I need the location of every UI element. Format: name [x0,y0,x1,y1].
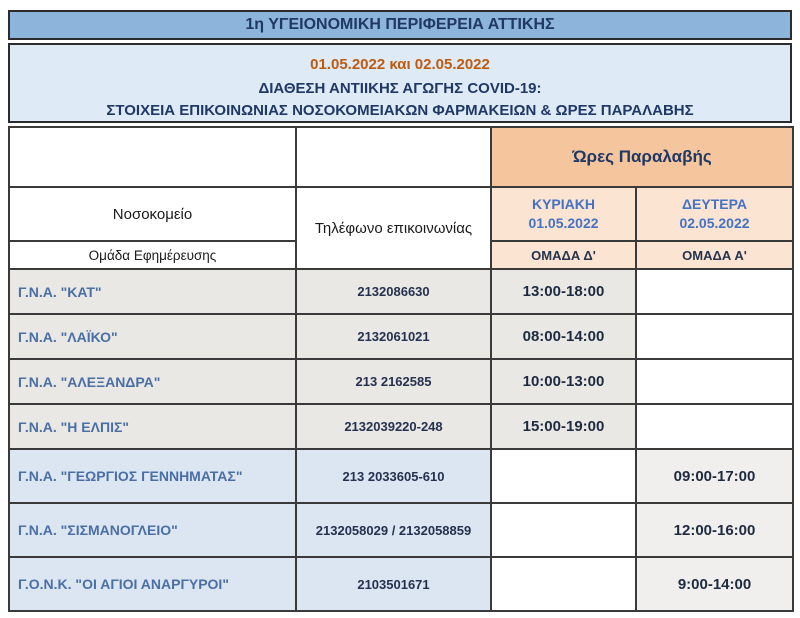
hospital-column-header: Νοσοκομείο [9,187,296,241]
hospital-name-cell: Γ.Ν.Α. "ΛΑΪΚΟ" [9,314,296,359]
hospital-name-cell: Γ.Ν.Α. "ΚΑΤ" [9,269,296,314]
table-row [9,314,793,359]
intro-subject: ΔΙΑΘΕΣΗ ΑΝΤΙΙΚΗΣ ΑΓΩΓΗΣ COVID-19: [258,80,542,97]
table-row [9,269,793,314]
phone-cell: 2132061021 [296,314,491,359]
hospital-name-cell: Γ.Ν.Α. "ΣΙΣΜΑΝΟΓΛΕΙΟ" [9,503,296,557]
empty-cell [9,127,296,187]
monday-day-label: ΔΕΥΤΕΡΑ [681,196,748,212]
hospital-name-cell: Γ.Ν.Α. "Η ΕΛΠΙΣ" [9,404,296,449]
sunday-date-label: 01.05.2022 [528,215,599,231]
phone-cell: 213 2033605-610 [296,449,491,503]
table-row [9,557,793,611]
column-headers-row [9,187,793,241]
sunday-day-label: ΚΥΡΙΑΚΗ [531,196,595,212]
page-title: 1η ΥΓΕΙΟΝΟΜΙΚΗ ΠΕΡΙΦΕΡΕΙΑ ΑΤΤΙΚΗΣ [245,16,555,33]
phone-cell: 2132058029 / 2132058859 [296,503,491,557]
sunday-hours-cell [491,449,636,503]
table-row [9,404,793,449]
table-header-rows [9,127,793,269]
sunday-column-header [491,187,636,241]
phone-column-header: Τηλέφωνο επικοινωνίας [296,187,491,269]
sunday-hours-cell: 15:00-19:00 [491,404,636,449]
phone-cell: 2132086630 [296,269,491,314]
table-row [9,359,793,404]
table-row [9,503,793,557]
monday-date-label: 02.05.2022 [679,215,750,231]
phone-cell: 213 2162585 [296,359,491,404]
sunday-hours-cell [491,503,636,557]
page-title-bar [8,10,792,40]
monday-hours-cell: 12:00-16:00 [636,503,793,557]
sunday-group-header: ΟΜΑΔΑ Δ' [491,241,636,269]
monday-hours-cell [636,359,793,404]
table-row [9,449,793,503]
monday-hours-cell [636,404,793,449]
intro-dates: 01.05.2022 και 02.05.2022 [310,56,490,73]
monday-hours-cell: 09:00-17:00 [636,449,793,503]
monday-group-header: ΟΜΑΔΑ Α' [636,241,793,269]
monday-hours-cell [636,269,793,314]
empty-cell [296,127,491,187]
intro-panel [8,43,792,123]
phone-cell: 2132039220-248 [296,404,491,449]
sunday-hours-cell [491,557,636,611]
sunday-hours-cell: 13:00-18:00 [491,269,636,314]
hospitals-table [8,126,794,612]
sunday-hours-cell: 10:00-13:00 [491,359,636,404]
monday-hours-cell: 9:00-14:00 [636,557,793,611]
intro-description: ΣΤΟΙΧΕΙΑ ΕΠΙΚΟΙΝΩΝΙΑΣ ΝΟΣΟΚΟΜΕΙΑΚΩΝ ΦΑΡΜΑΚΕΙΩΝ & ΩΡΕΣ ΠΑΡΑΛΑΒΗΣ [106,102,694,119]
pickup-hours-header: Ώρες Παραλαβής [491,127,793,187]
monday-column-header [636,187,793,241]
hospital-name-cell: Γ.Ν.Α. "ΓΕΩΡΓΙΟΣ ΓΕΝΝΗΜΑΤΑΣ" [9,449,296,503]
hospital-name-cell: Γ.Ο.Ν.Κ. "ΟΙ ΑΓΙΟΙ ΑΝΑΡΓΥΡΟΙ" [9,557,296,611]
hospital-rows [9,269,793,611]
sunday-hours-cell: 08:00-14:00 [491,314,636,359]
hospital-name-cell: Γ.Ν.Α. "ΑΛΕΞΑΝΔΡΑ" [9,359,296,404]
phone-cell: 2103501671 [296,557,491,611]
monday-hours-cell [636,314,793,359]
duty-group-header: Ομάδα Εφημέρευσης [9,241,296,269]
pickup-hours-row [9,127,793,187]
